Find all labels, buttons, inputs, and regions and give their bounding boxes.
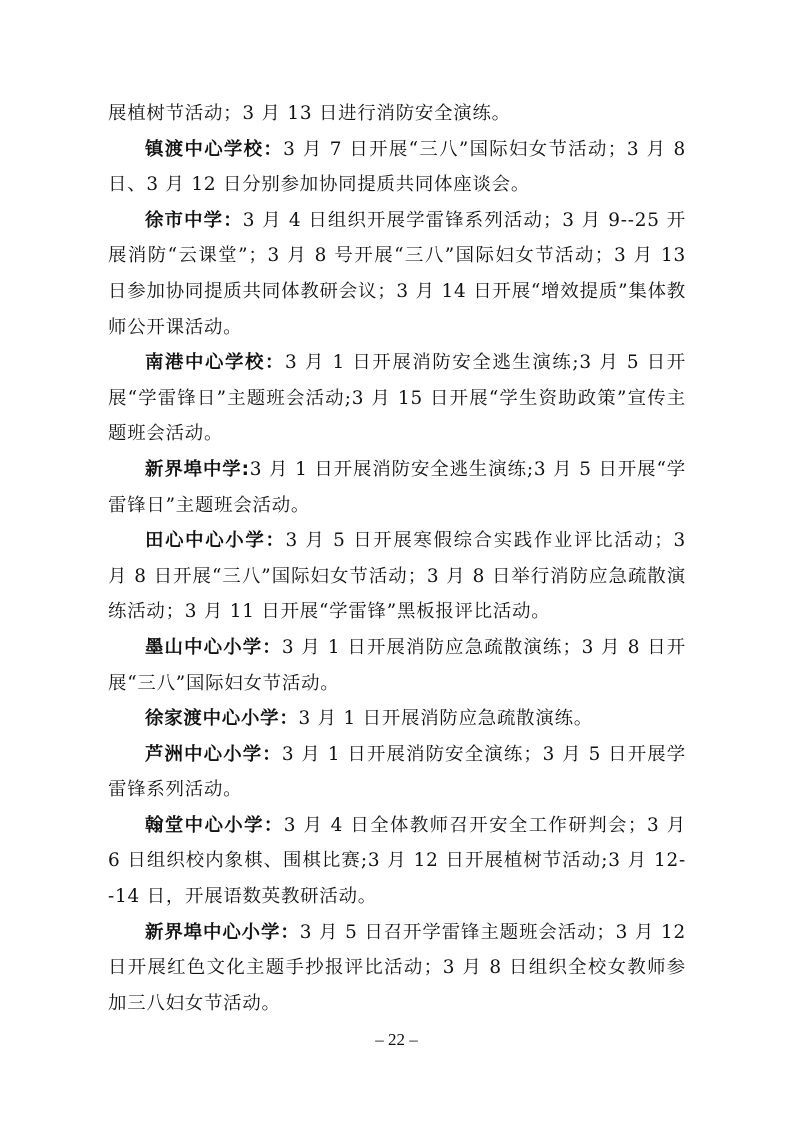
school-name: 镇渡中心学校：	[145, 138, 284, 160]
entry-text: 3 月 1 日开展消防应急疏散演练。	[298, 708, 593, 730]
school-name: 翰堂中心小学：	[145, 814, 284, 836]
school-entry	[108, 737, 686, 808]
entry-text: 3 月 5 日召开学雷锋主题班会活动；3 月 12 日开展红色文化主题手抄报评比活动；3 月 8 日组织全校女教师参加三八妇女节活动。	[108, 921, 687, 1014]
document-body	[108, 96, 686, 1021]
school-name: 南港中心学校：	[145, 352, 286, 374]
school-entry	[108, 452, 686, 523]
school-entries	[108, 132, 686, 1022]
school-entry	[108, 630, 686, 701]
school-name: 徐市中学：	[145, 209, 243, 231]
school-entry	[108, 701, 686, 737]
school-entry	[108, 345, 686, 452]
page-number: – 22 –	[375, 1030, 418, 1049]
entry-text: 3 月 1 日开展消防安全演练；3 月 5 日开展学雷锋系列活动。	[108, 743, 686, 801]
school-name: 新界埠中心小学：	[145, 921, 300, 943]
school-name: 田心中心小学：	[145, 530, 286, 552]
school-name: 徐家渡中心小学：	[145, 708, 299, 730]
school-entry	[108, 203, 686, 345]
entry-text: 3 月 7 日开展“三八”国际妇女节活动；3 月 8 日、3 月 12 日分别参加协同提质共同体座谈会。	[108, 138, 686, 196]
entry-text: 3 月 5 日开展寒假综合实践作业评比活动；3 月 8 日开展“三八”国际妇女节活动；3 月 8 日举行消防应急疏散演练活动；3 月 11 日开展“学雷锋”黑板报评比活动。	[108, 530, 686, 623]
entry-text: 3 月 4 日全体教师召开安全工作研判会；3 月 6 日组织校内象棋、围棋比赛;3 月 12 日开展植树节活动;3 月 12--14 日，开展语数英教研活动。	[108, 814, 686, 908]
entry-text: 3 月 1 日开展消防应急疏散演练；3 月 8 日开展“三八”国际妇女节活动。	[108, 636, 686, 694]
lead-paragraph: 展植树节活动；3 月 13 日进行消防安全演练。	[108, 103, 511, 124]
entry-text: 3 月 1 日开展消防安全逃生演练;3 月 5 日开展“学雷锋日”主题班会活动;3 月 15 日开展“学生资助政策”宣传主题班会活动。	[108, 352, 687, 445]
school-entry	[108, 915, 686, 1022]
school-entry	[108, 523, 686, 630]
school-name: 芦洲中心小学：	[145, 743, 282, 765]
school-name: 墨山中心小学：	[145, 636, 282, 658]
school-entry	[108, 808, 686, 915]
school-name: 新界埠中学:	[145, 458, 250, 480]
school-entry	[108, 132, 686, 203]
entry-text: 3 月 4 日组织开展学雷锋系列活动；3 月 9--25 开展消防“云课堂”；3 月 8 号开展“三八”国际妇女节活动；3 月 13 日参加协同提质共同体教研会议；3 月 14 日开展“增效提质”集体教师公开课活动。	[108, 209, 686, 338]
entry-text: 3 月 1 日开展消防安全逃生演练;3 月 5 日开展“学雷锋日”主题班会活动。	[108, 458, 686, 516]
